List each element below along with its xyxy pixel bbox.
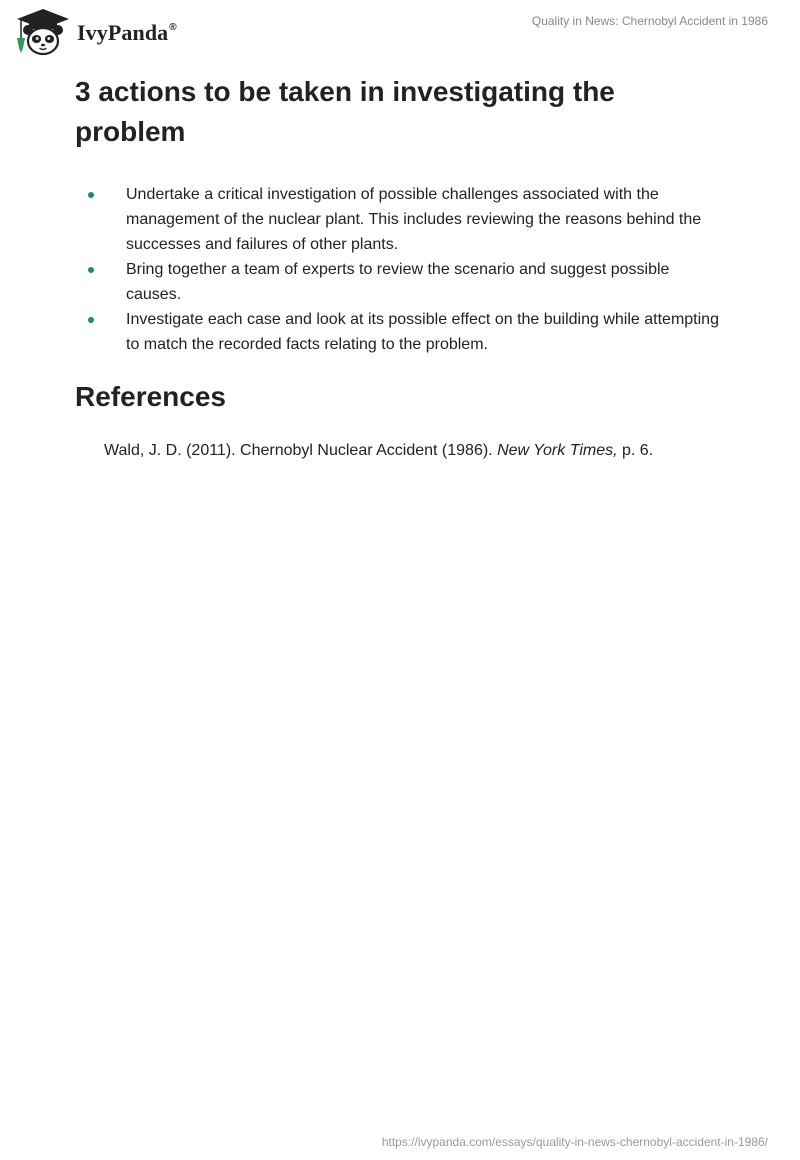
brand-logo[interactable] xyxy=(14,8,176,56)
source-url[interactable]: https://ivypanda.com/essays/quality-in-news-chernobyl-accident-in-1986/ xyxy=(381,1135,768,1149)
actions-list xyxy=(75,182,725,357)
list-item-text: Bring together a team of experts to review the scenario and suggest possible causes. xyxy=(126,261,670,303)
panda-graduate-icon xyxy=(14,8,72,56)
brand-name: IvyPanda® xyxy=(77,20,177,45)
registered-mark: ® xyxy=(169,22,177,33)
list-item xyxy=(75,182,725,257)
reference-entry xyxy=(104,438,725,463)
reference-page: p. 6. xyxy=(617,442,654,459)
reference-source: New York Times, xyxy=(497,442,618,459)
document-body xyxy=(75,72,725,463)
list-item-text: Undertake a critical investigation of possible challenges associated with the management of the nuclear plant. This includes reviewing the reasons behind the successes and failures of other plants. xyxy=(126,186,702,253)
page-header xyxy=(0,0,800,70)
running-title: Quality in News: Chernobyl Accident in 1986 xyxy=(531,14,768,28)
list-item-text: Investigate each case and look at its possible effect on the building while attempting to match the recorded facts relating to the problem. xyxy=(126,311,719,353)
bullet-icon xyxy=(88,317,94,323)
section-heading: 3 actions to be taken in investigating the problem xyxy=(75,76,615,147)
bullet-icon xyxy=(88,192,94,198)
list-item xyxy=(75,257,725,307)
list-item xyxy=(75,307,725,357)
bullet-icon xyxy=(88,267,94,273)
references-heading: References xyxy=(75,381,226,412)
reference-text: Wald, J. D. (2011). Chernobyl Nuclear Accident (1986). xyxy=(104,442,498,459)
